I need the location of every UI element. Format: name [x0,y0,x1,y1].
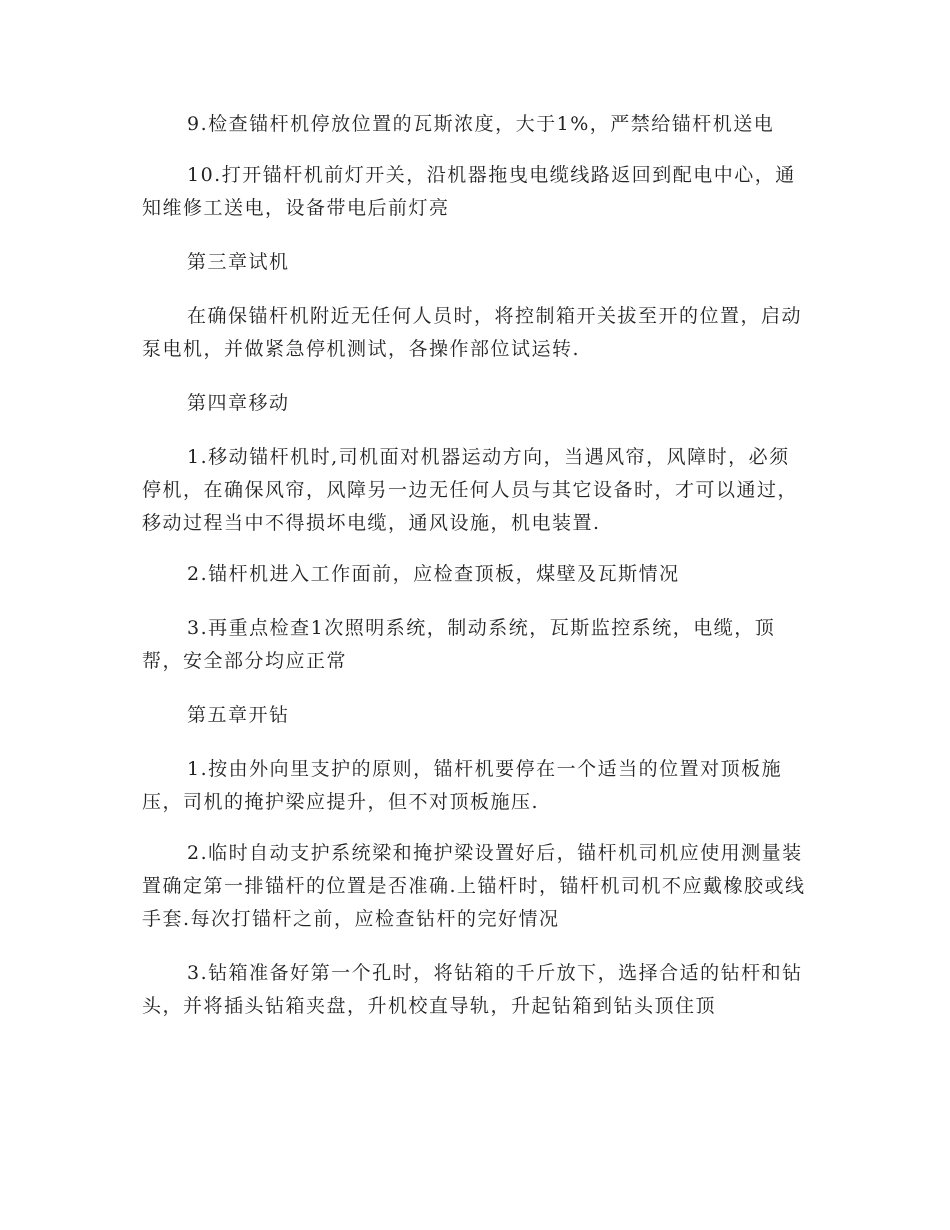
chapter-heading-5: 第五章开钻 [187,704,290,726]
paragraph-move-2: 2.锚杆机进入工作面前，应检查顶板，煤壁及瓦斯情况 [187,563,680,585]
document-body [142,108,810,1023]
paragraph-drill-1: 1.按由外向里支护的原则，锚杆机要停在一个适当的位置对顶板施压，司机的掩护梁应提升，但不对顶板施压. [142,758,783,813]
chapter-heading-4: 第四章移动 [187,392,290,414]
chapter-heading-3: 第三章试机 [187,251,290,273]
paragraph-item-9: 9.检查锚杆机停放位置的瓦斯浓度，大于1%，严禁给锚杆机送电 [187,113,775,135]
paragraph-drill-3: 3.钻箱准备好第一个孔时，将钻箱的千斤放下，选择合适的钻杆和钻头，并将插头钻箱夹盘，升机校直导轨，升起钻箱到钻头顶住顶 [142,962,803,1017]
paragraph-item-10: 10.打开锚杆机前灯开关，沿机器拖曳电缆线路返回到配电中心，通知维修工送电，设备带电后前灯亮 [142,164,796,219]
paragraph-test-run: 在确保锚杆机附近无任何人员时，将控制箱开关拔至开的位置，启动泵电机，并做紧急停机测试，各操作部位试运转. [142,305,803,360]
paragraph-move-1: 1.移动锚杆机时,司机面对机器运动方向，当遇风帘，风障时，必须停机，在确保风帘，风障另一边无任何人员与其它设备时，才可以通过，移动过程当中不得损坏电缆，通风设施，机电装置. [142,446,799,534]
paragraph-move-3: 3.再重点检查1次照明系统，制动系统，瓦斯监控系统，电缆，顶帮，安全部分均应正常 [142,617,776,672]
paragraph-drill-2: 2.临时自动支护系统梁和掩护梁设置好后，锚杆机司机应使用测量装置确定第一排锚杆的位置是否准确.上锚杆时，锚杆机司机不应戴橡胶或线手套.每次打锚杆之前，应检查钻杆的完好情况 [142,842,806,930]
